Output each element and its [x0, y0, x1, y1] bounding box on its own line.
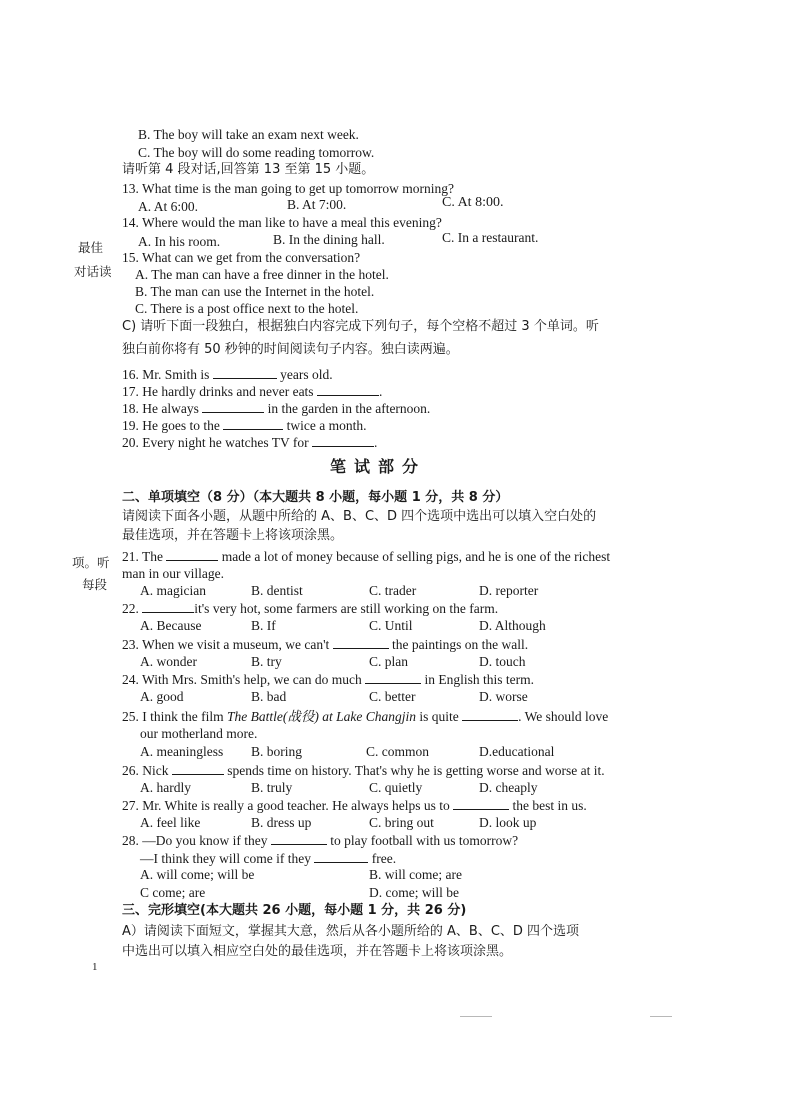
option: B. truly — [251, 780, 293, 795]
page-number: 1 — [92, 961, 98, 973]
answer-blank — [172, 763, 224, 775]
option: D. cheaply — [479, 780, 538, 795]
option: D. worse — [479, 689, 528, 704]
option: A. In his room. — [138, 234, 221, 249]
option: D. touch — [479, 654, 526, 669]
instruction-line: 请听第 4 段对话,回答第 13 至第 15 小题。 — [122, 162, 375, 177]
margin-note: 对话读 — [74, 264, 112, 279]
question-14: 14. Where would the man like to have a meal this evening? — [122, 215, 442, 230]
answer-blank — [166, 549, 218, 561]
option: B. dress up — [251, 815, 312, 830]
option-line: C. The boy will do some reading tomorrow. — [138, 145, 375, 160]
option: A. magician — [140, 583, 206, 598]
question-13: 13. What time is the man going to get up tomorrow morning? — [122, 181, 454, 196]
option: A. will come; will be — [140, 867, 255, 882]
question-17: 17. He hardly drinks and never eats . — [122, 384, 383, 399]
margin-note: 最佳 — [78, 240, 104, 255]
question-23: 23. When we visit a museum, we can't the paintings on the wall. — [122, 637, 529, 652]
option: C. better — [369, 689, 416, 704]
question-27: 27. Mr. White is really a good teacher. He always helps us to the best in us. — [122, 798, 587, 813]
question-28-reply: —I think they will come if they free. — [140, 851, 397, 866]
answer-blank — [365, 672, 421, 684]
option: D. Although — [479, 618, 546, 633]
option: C. plan — [369, 654, 408, 669]
option: A. At 6:00. — [138, 199, 199, 214]
option: D. come; will be — [369, 885, 459, 900]
question-20: 20. Every night he watches TV for . — [122, 435, 378, 450]
answer-blank — [213, 367, 277, 379]
section-3-title: 三、完形填空(本大题共 26 小题，每小题 1 分，共 26 分) — [122, 903, 467, 918]
question-19: 19. He goes to the twice a month. — [122, 418, 367, 433]
option: A. wonder — [140, 654, 197, 669]
option: A. good — [140, 689, 184, 704]
instruction-line: 最佳选项，并在答题卡上将该项涂黑。 — [122, 528, 344, 543]
written-section-heading: 笔试部分 — [330, 457, 427, 476]
answer-blank — [312, 435, 374, 447]
answer-blank — [271, 833, 327, 845]
option-line: A. The man can have a free dinner in the hotel. — [135, 267, 389, 282]
option: B. In the dining hall. — [273, 232, 385, 247]
option: B. bad — [251, 689, 287, 704]
answer-blank — [333, 637, 389, 649]
question-26: 26. Nick spends time on history. That's why he is getting worse and worse at it. — [122, 763, 605, 778]
option-line: B. The man can use the Internet in the hotel. — [135, 284, 375, 299]
option: D.educational — [479, 744, 555, 759]
option: A. Because — [140, 618, 202, 633]
question-24: 24. With Mrs. Smith's help, we can do much in English this term. — [122, 672, 534, 687]
option-line: B. The boy will take an exam next week. — [138, 127, 359, 142]
instruction-line: 中选出可以填入相应空白处的最佳选项，并在答题卡上将该项涂黑。 — [122, 944, 513, 959]
question-28: 28. —Do you know if they to play football with us tomorrow? — [122, 833, 519, 848]
option: B. will come; are — [369, 867, 462, 882]
margin-note: 每段 — [82, 577, 108, 592]
answer-blank — [453, 798, 509, 810]
option: C. quietly — [369, 780, 423, 795]
option: A. hardly — [140, 780, 191, 795]
question-25: 25. I think the film The Battle(战役) at Lake Changjin is quite . We should love — [122, 709, 609, 724]
option: A. feel like — [140, 815, 201, 830]
instruction-line: 请阅读下面各小题，从题中所给的 A、B、C、D 四个选项中选出可以填入空白处的 — [122, 509, 597, 524]
instruction-line: C) 请听下面一段独白，根据独白内容完成下列句子，每个空格不超过 3 个单词。听 — [122, 319, 599, 334]
option: C. bring out — [369, 815, 434, 830]
option: C come; are — [140, 885, 206, 900]
option: B. At 7:00. — [287, 197, 347, 212]
scan-mark — [460, 1016, 492, 1017]
option: C. Until — [369, 618, 413, 633]
margin-note: 项。听 — [72, 555, 110, 570]
question-21: 21. The made a lot of money because of selling pigs, and he is one of the richest — [122, 549, 611, 564]
option: D. reporter — [479, 583, 539, 598]
instruction-line: 独白前你将有 50 秒钟的时间阅读句子内容。独白读两遍。 — [122, 342, 459, 357]
instruction-line: A）请阅读下面短文，掌握其大意，然后从各小题所给的 A、B、C、D 四个选项 — [122, 924, 580, 939]
answer-blank — [142, 601, 194, 613]
question-15: 15. What can we get from the conversation? — [122, 250, 361, 265]
question-16: 16. Mr. Smith is years old. — [122, 367, 333, 382]
answer-blank — [317, 384, 379, 396]
scan-mark — [650, 1016, 672, 1017]
section-2-title: 二、单项填空（8 分）（本大题共 8 小题，每小题 1 分，共 8 分） — [122, 490, 509, 505]
option: B. dentist — [251, 583, 303, 598]
option: C. trader — [369, 583, 417, 598]
option-line: C. There is a post office next to the hotel. — [135, 301, 359, 316]
answer-blank — [314, 851, 368, 863]
option: B. boring — [251, 744, 303, 759]
question-21-cont: man in our village. — [122, 566, 224, 581]
option: C. At 8:00. — [442, 195, 504, 210]
answer-blank — [202, 401, 264, 413]
option: C. In a restaurant. — [442, 230, 539, 245]
question-18: 18. He always in the garden in the afternoon. — [122, 401, 431, 416]
question-22: 22. it's very hot, some farmers are still working on the farm. — [122, 601, 499, 616]
option: C. common — [366, 744, 429, 759]
option: B. If — [251, 618, 276, 633]
answer-blank — [462, 709, 518, 721]
option: A. meaningless — [140, 744, 224, 759]
question-25-cont: our motherland more. — [140, 726, 258, 741]
option: D. look up — [479, 815, 537, 830]
answer-blank — [223, 418, 283, 430]
option: B. try — [251, 654, 282, 669]
